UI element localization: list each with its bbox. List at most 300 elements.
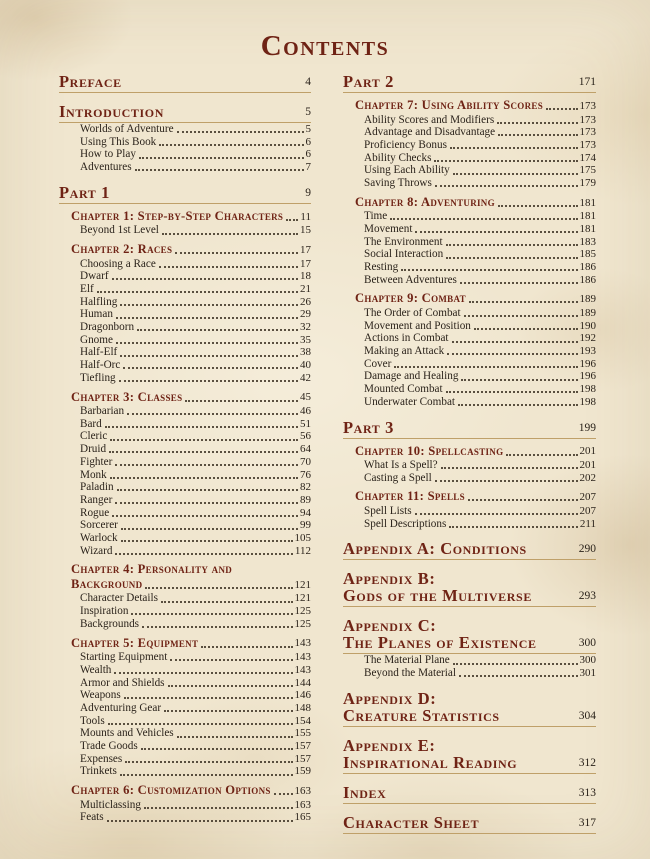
- page-number: 181: [579, 222, 596, 235]
- dot-leader: [175, 252, 298, 254]
- page-number: 143: [294, 651, 311, 664]
- section-heading-row[interactable]: [343, 754, 596, 771]
- dot-leader: [108, 723, 293, 725]
- page-number: 105: [294, 532, 311, 545]
- dot-leader: [434, 160, 577, 162]
- toc-entry[interactable]: [364, 307, 596, 320]
- page-number: 154: [294, 714, 311, 727]
- toc-chapter-heading[interactable]: [355, 195, 596, 210]
- toc-section-heading[interactable]: [343, 540, 596, 560]
- page-number: 190: [579, 319, 596, 332]
- toc-section-heading[interactable]: [343, 570, 596, 607]
- toc-label: Half-Elf: [80, 346, 118, 359]
- toc-label: Saving Throws: [364, 177, 432, 190]
- dot-leader: [112, 278, 298, 280]
- toc-entry[interactable]: [80, 765, 311, 778]
- toc-entry[interactable]: [80, 308, 311, 321]
- page-number: 76: [300, 468, 311, 481]
- toc-section-heading[interactable]: [343, 737, 596, 774]
- section-heading-row[interactable]: [343, 634, 596, 651]
- toc-section: [343, 617, 596, 679]
- toc-label: Character Details: [80, 592, 158, 605]
- section-heading-row[interactable]: [59, 184, 311, 201]
- toc-label: Part 3: [343, 417, 394, 437]
- toc-entry[interactable]: [80, 753, 311, 766]
- page-number: 173: [579, 126, 596, 139]
- toc-entry[interactable]: [364, 236, 596, 249]
- toc-entry[interactable]: [364, 114, 596, 127]
- page-number: 45: [300, 391, 311, 404]
- toc-chapter-heading[interactable]: [71, 390, 311, 405]
- chapter-heading-row[interactable]: [355, 489, 596, 504]
- page-number: 207: [579, 504, 596, 517]
- dot-leader: [141, 748, 293, 750]
- toc-entry[interactable]: [80, 702, 311, 715]
- section-heading-row[interactable]: [343, 587, 596, 604]
- toc-label: Chapter 10: Spellcasting: [355, 443, 504, 458]
- toc-label: Inspiration: [80, 605, 129, 618]
- page-number: 6: [305, 148, 311, 161]
- toc-chapter-heading[interactable]: [355, 444, 596, 459]
- page-number: 173: [579, 99, 596, 112]
- section-heading-row[interactable]: [59, 73, 311, 90]
- chapter-heading-row[interactable]: [71, 783, 311, 798]
- section-heading-row[interactable]: [343, 419, 596, 436]
- toc-label: Rogue: [80, 506, 110, 519]
- page-number: 155: [294, 727, 311, 740]
- section-heading-row[interactable]: [343, 540, 596, 557]
- toc-chapter-heading[interactable]: [71, 783, 311, 798]
- toc-label: Using This Book: [80, 135, 157, 148]
- toc-entry[interactable]: [80, 443, 311, 456]
- section-heading-row[interactable]: [59, 103, 311, 120]
- page-number: 125: [294, 605, 311, 618]
- dot-leader: [139, 157, 304, 159]
- toc-section: [343, 784, 596, 804]
- toc-entry[interactable]: [80, 532, 311, 545]
- toc-section: [343, 291, 596, 408]
- toc-label: Backgrounds: [80, 617, 140, 630]
- dot-leader: [453, 173, 578, 175]
- toc-label: Choosing a Race: [80, 257, 156, 270]
- page-number: 198: [579, 395, 596, 408]
- toc-entry[interactable]: [80, 651, 311, 664]
- toc-chapter-heading[interactable]: [71, 636, 311, 651]
- dot-leader: [546, 108, 577, 110]
- toc-label: Chapter 1: Step-by-Step Characters: [71, 208, 284, 223]
- dot-leader: [435, 480, 578, 482]
- page-number: 18: [300, 270, 311, 283]
- toc-section: [343, 570, 596, 607]
- page-number: 7: [305, 161, 311, 174]
- page-number: 6: [305, 135, 311, 148]
- toc-label: Gnome: [80, 333, 113, 346]
- toc-entry[interactable]: [80, 740, 311, 753]
- dot-leader: [116, 317, 298, 319]
- chapter-heading-row[interactable]: [71, 390, 311, 405]
- toc-entry[interactable]: [80, 481, 311, 494]
- toc-entry[interactable]: [80, 148, 311, 161]
- toc-chapter-heading[interactable]: [71, 562, 311, 591]
- dot-leader: [185, 400, 298, 402]
- chapter-heading-row[interactable]: [71, 636, 311, 651]
- toc-entry[interactable]: [80, 224, 311, 237]
- toc-label: Chapter 3: Classes: [71, 389, 183, 404]
- toc-label: Chapter 6: Customization Options: [71, 783, 271, 798]
- toc-entry[interactable]: [364, 396, 596, 409]
- toc-chapter-heading[interactable]: [71, 242, 311, 257]
- toc-label: Creature Statistics: [343, 705, 500, 725]
- toc-label: Index: [343, 782, 387, 802]
- page-number: 42: [300, 371, 311, 384]
- toc-entry[interactable]: [364, 370, 596, 383]
- toc-section-heading[interactable]: [343, 419, 596, 439]
- toc-entry[interactable]: [364, 332, 596, 345]
- toc-left-column: [59, 73, 311, 824]
- toc-entry[interactable]: [80, 519, 311, 532]
- toc-label: Ability Checks: [364, 151, 432, 164]
- section-heading-line: Appendix B:: [343, 569, 436, 589]
- toc-label: Chapter 2: Races: [71, 242, 173, 257]
- toc-chapter-heading[interactable]: [355, 98, 596, 113]
- toc-entry[interactable]: [364, 345, 596, 358]
- dot-leader: [201, 646, 292, 648]
- page-number: 300: [578, 637, 596, 650]
- toc-label: Appendix A: Conditions: [343, 539, 527, 559]
- page-number: 186: [579, 261, 596, 274]
- toc-section-heading[interactable]: [59, 184, 311, 204]
- toc-right-column: [343, 73, 596, 834]
- toc-entry[interactable]: [364, 667, 596, 680]
- dot-leader: [498, 134, 577, 136]
- page-number: 148: [294, 701, 311, 714]
- toc-entry[interactable]: [80, 136, 311, 149]
- toc-label: Chapter 11: Spells: [355, 489, 465, 504]
- page-number: 199: [578, 421, 596, 434]
- toc-section: [59, 103, 311, 174]
- toc-label: Ranger: [80, 493, 113, 506]
- dot-leader: [142, 626, 292, 628]
- toc-entry[interactable]: [80, 605, 311, 618]
- chapter-heading-row[interactable]: [71, 242, 311, 257]
- dot-leader: [506, 454, 577, 456]
- toc-label: Movement and Position: [364, 319, 471, 332]
- page-number: 174: [579, 151, 596, 164]
- chapter-heading-row[interactable]: [355, 98, 596, 113]
- toc-entry[interactable]: [80, 799, 311, 812]
- dot-leader: [115, 553, 292, 555]
- dot-leader: [461, 379, 577, 381]
- toc-section-heading[interactable]: [343, 690, 596, 727]
- toc-entry[interactable]: [80, 545, 311, 558]
- page-number: 317: [578, 816, 596, 829]
- page-number: 157: [294, 740, 311, 753]
- toc-label: Between Adventures: [364, 273, 457, 286]
- chapter-heading-row[interactable]: [355, 444, 596, 459]
- dot-leader: [168, 685, 293, 687]
- toc-entry[interactable]: [364, 505, 596, 518]
- chapter-heading-row[interactable]: [355, 195, 596, 210]
- toc-label: Ability Scores and Modifiers: [364, 113, 495, 126]
- toc-entry[interactable]: [80, 296, 311, 309]
- toc-entry[interactable]: [364, 126, 596, 139]
- page-number: 21: [300, 282, 311, 295]
- toc-section: [343, 195, 596, 287]
- toc-label: The Material Plane: [364, 654, 450, 667]
- page-number: 207: [579, 491, 596, 504]
- dot-leader: [164, 710, 292, 712]
- toc-label: Trade Goods: [80, 740, 138, 753]
- toc-entry[interactable]: [80, 618, 311, 631]
- page-number: 40: [300, 359, 311, 372]
- page-number: 181: [579, 210, 596, 223]
- toc-entry[interactable]: [364, 383, 596, 396]
- toc-label: Armor and Shields: [80, 676, 165, 689]
- dot-leader: [435, 185, 578, 187]
- dot-leader: [469, 301, 578, 303]
- toc-entry[interactable]: [80, 494, 311, 507]
- toc-label: Inspirational Reading: [343, 752, 518, 772]
- toc-entry[interactable]: [80, 334, 311, 347]
- toc-label: Expenses: [80, 752, 123, 765]
- toc-entry[interactable]: [364, 274, 596, 287]
- page-number: 143: [294, 663, 311, 676]
- toc-label: Movement: [364, 222, 413, 235]
- page-number: 196: [579, 370, 596, 383]
- chapter-heading-row[interactable]: [71, 577, 311, 592]
- page-number: 175: [579, 164, 596, 177]
- toc-entry[interactable]: [364, 320, 596, 333]
- toc-section: [343, 690, 596, 727]
- toc-entry[interactable]: [364, 472, 596, 485]
- page-number: 46: [300, 405, 311, 418]
- toc-section: [343, 814, 596, 834]
- dot-leader: [464, 315, 578, 317]
- dot-leader: [159, 266, 298, 268]
- toc-entry[interactable]: [80, 592, 311, 605]
- page-number: 301: [579, 667, 596, 680]
- page-number: 201: [579, 445, 596, 458]
- toc-label: Chapter 7: Using Ability Scores: [355, 98, 544, 112]
- section-heading-row[interactable]: [343, 707, 596, 724]
- dot-leader: [159, 144, 303, 146]
- toc-entry[interactable]: [80, 123, 311, 136]
- toc-section-heading[interactable]: [59, 103, 311, 123]
- toc-entry[interactable]: [80, 689, 311, 702]
- toc-entry[interactable]: [364, 164, 596, 177]
- toc-section: [343, 737, 596, 774]
- toc-section-heading[interactable]: [343, 814, 596, 834]
- toc-label: Cover: [364, 357, 392, 370]
- toc-entry[interactable]: [80, 469, 311, 482]
- toc-entry[interactable]: [80, 161, 311, 174]
- page-number: 56: [300, 430, 311, 443]
- toc-entry[interactable]: [364, 177, 596, 190]
- page-number: 173: [579, 113, 596, 126]
- page-number: 300: [579, 654, 596, 667]
- toc-label: Introduction: [59, 102, 164, 121]
- toc-entry[interactable]: [364, 358, 596, 371]
- toc-chapter-heading[interactable]: [71, 209, 311, 224]
- page-number: 312: [578, 756, 596, 769]
- toc-chapter-heading[interactable]: [355, 489, 596, 504]
- page-title: Contents: [260, 30, 390, 62]
- toc-entry[interactable]: [80, 270, 311, 283]
- page-number: 211: [579, 517, 596, 530]
- section-heading-line: Appendix E:: [343, 735, 436, 755]
- page-number: 11: [300, 210, 311, 223]
- toc-section-heading[interactable]: [343, 617, 596, 654]
- dot-leader: [109, 451, 298, 453]
- toc-entry[interactable]: [80, 346, 311, 359]
- toc-label: Paladin: [80, 481, 114, 494]
- toc-entry[interactable]: [80, 321, 311, 334]
- dot-leader: [468, 499, 578, 501]
- section-heading-row[interactable]: [343, 814, 596, 831]
- toc-label: Fighter: [80, 455, 113, 468]
- toc-entry[interactable]: [364, 139, 596, 152]
- toc-section: [59, 242, 311, 385]
- toc-label: Elf: [80, 282, 94, 295]
- dot-leader: [452, 341, 578, 343]
- toc-entry[interactable]: [364, 210, 596, 223]
- toc-label: Cleric: [80, 430, 108, 443]
- toc-label: Adventuring Gear: [80, 701, 162, 714]
- page-number: 196: [579, 357, 596, 370]
- page-number: 82: [300, 481, 311, 494]
- page-number: 293: [578, 590, 596, 603]
- toc-section: [59, 562, 311, 630]
- toc-label: Advantage and Disadvantage: [364, 126, 496, 139]
- toc-label: Spell Descriptions: [364, 517, 447, 530]
- page-number: 163: [294, 798, 311, 811]
- toc-entry[interactable]: [80, 715, 311, 728]
- dot-leader: [124, 697, 293, 699]
- toc-entry[interactable]: [364, 459, 596, 472]
- toc-entry[interactable]: [80, 430, 311, 443]
- toc-entry[interactable]: [80, 727, 311, 740]
- dot-leader: [119, 380, 298, 382]
- page-number: 163: [294, 784, 311, 797]
- toc-entry[interactable]: [364, 223, 596, 236]
- toc-entry[interactable]: [80, 507, 311, 520]
- toc-entry[interactable]: [80, 283, 311, 296]
- page-number: 189: [579, 306, 596, 319]
- page-number: 157: [294, 752, 311, 765]
- page-number: 99: [300, 519, 311, 532]
- dot-leader: [105, 426, 298, 428]
- toc-entry[interactable]: [364, 261, 596, 274]
- chapter-heading-line: Chapter 4: Personality and: [71, 562, 233, 577]
- page-number: 192: [579, 332, 596, 345]
- toc-label: Casting a Spell: [364, 471, 432, 484]
- toc-section: [343, 419, 596, 439]
- page-number: 5: [305, 106, 311, 118]
- dot-leader: [286, 219, 298, 221]
- toc-entry[interactable]: [80, 372, 311, 385]
- toc-entry[interactable]: [80, 677, 311, 690]
- dot-leader: [394, 366, 577, 368]
- dot-leader: [497, 122, 577, 124]
- toc-entry[interactable]: [80, 405, 311, 418]
- toc-chapter-heading[interactable]: [355, 291, 596, 306]
- section-heading-row[interactable]: [343, 73, 596, 90]
- toc-label: Tiefling: [80, 371, 116, 384]
- toc-label: Beyond 1st Level: [80, 224, 159, 237]
- toc-entry[interactable]: [364, 248, 596, 261]
- page-number: 17: [300, 243, 311, 256]
- toc-entry[interactable]: [364, 152, 596, 165]
- toc-section-heading[interactable]: [343, 784, 596, 804]
- dot-leader: [114, 672, 292, 674]
- page-number: 181: [579, 196, 596, 209]
- toc-section: [343, 98, 596, 190]
- dot-leader: [177, 131, 304, 133]
- toc-label: Time: [364, 210, 388, 223]
- toc-label: Character Sheet: [343, 812, 480, 832]
- dot-leader: [449, 526, 578, 528]
- toc-label: Part 1: [59, 182, 110, 202]
- chapter-heading-row[interactable]: [71, 209, 311, 224]
- dot-leader: [107, 820, 293, 822]
- dot-leader: [459, 675, 578, 677]
- dot-leader: [117, 489, 298, 491]
- page-number: 89: [300, 493, 311, 506]
- toc-section: [59, 209, 311, 237]
- dot-leader: [498, 205, 578, 207]
- chapter-heading-row[interactable]: [355, 291, 596, 306]
- dot-leader: [125, 761, 292, 763]
- toc-label: Monk: [80, 468, 107, 481]
- toc-entry[interactable]: [80, 418, 311, 431]
- toc-section-heading[interactable]: [343, 73, 596, 93]
- page-number: 183: [579, 235, 596, 248]
- page-number: 193: [579, 345, 596, 358]
- dot-leader: [120, 774, 293, 776]
- toc-section: [59, 184, 311, 204]
- dot-leader: [450, 147, 578, 149]
- toc-entry[interactable]: [80, 456, 311, 469]
- dot-leader: [460, 282, 578, 284]
- toc-entry[interactable]: [80, 811, 311, 824]
- page-number: 144: [294, 676, 311, 689]
- toc-entry[interactable]: [80, 258, 311, 271]
- toc-label: Beyond the Material: [364, 667, 456, 680]
- toc-entry[interactable]: [80, 359, 311, 372]
- dot-leader: [115, 502, 298, 504]
- dot-leader: [274, 793, 293, 795]
- page-number: 35: [300, 333, 311, 346]
- page-number: 51: [300, 417, 311, 430]
- toc-label: Worlds of Adventure: [80, 123, 174, 135]
- dot-leader: [474, 328, 578, 330]
- dot-leader: [137, 329, 298, 331]
- toc-entry[interactable]: [364, 518, 596, 531]
- page-number: 64: [300, 443, 311, 456]
- page-number: 15: [300, 224, 311, 237]
- page-number: 94: [300, 506, 311, 519]
- toc-entry[interactable]: [364, 654, 596, 667]
- page-number: 202: [579, 471, 596, 484]
- toc-label: Multiclassing: [80, 798, 141, 811]
- toc-label: Barbarian: [80, 405, 125, 418]
- toc-entry[interactable]: [80, 664, 311, 677]
- toc-label: Mounts and Vehicles: [80, 727, 174, 740]
- section-heading-row[interactable]: [343, 784, 596, 801]
- dot-leader: [121, 540, 293, 542]
- toc-section-heading[interactable]: [59, 73, 311, 93]
- toc-label: Weapons: [80, 689, 121, 702]
